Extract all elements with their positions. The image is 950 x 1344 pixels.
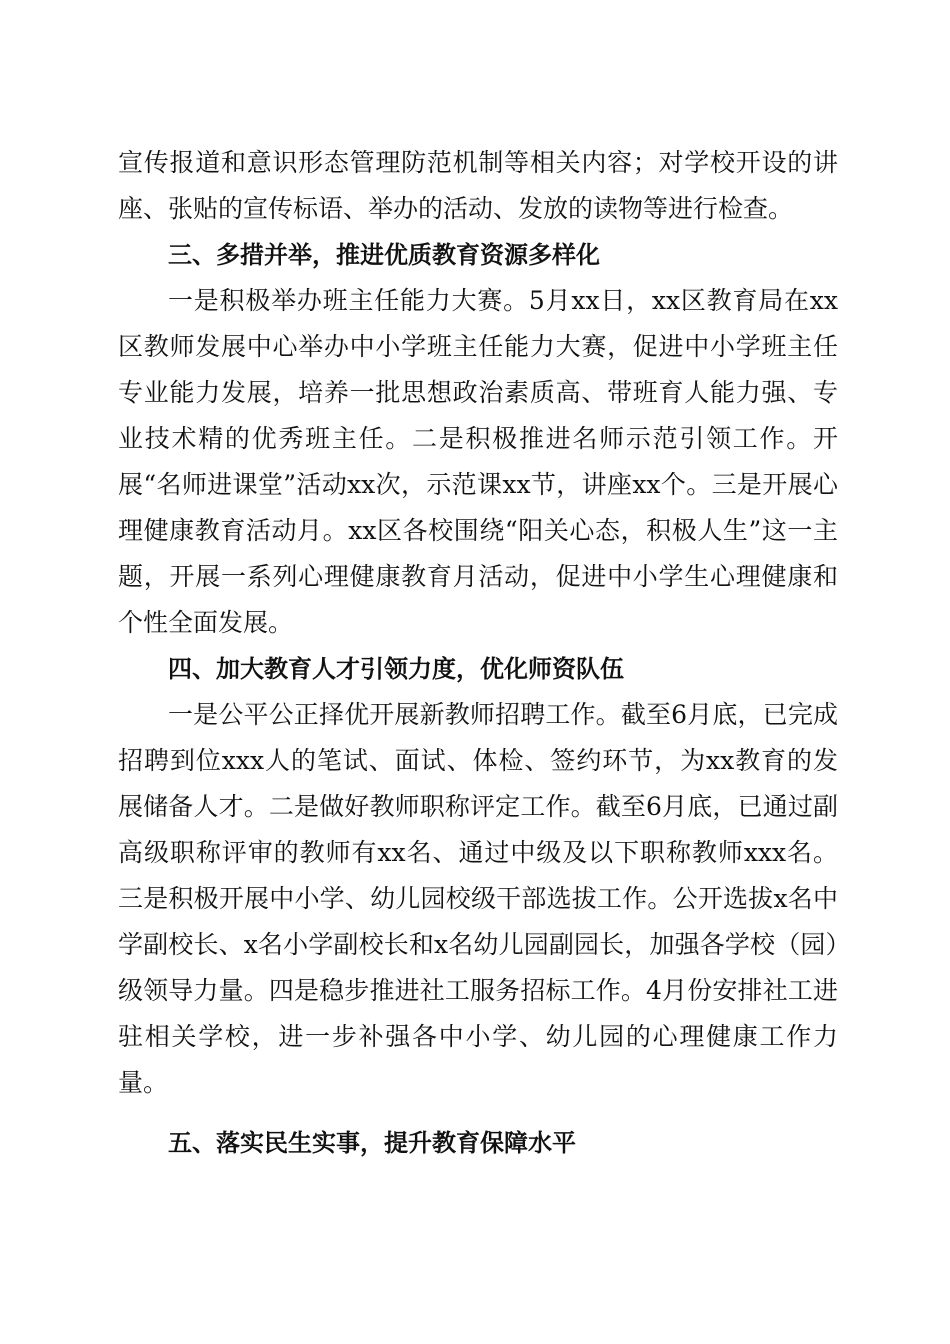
section-3-heading: 三、多措并举，推进优质教育资源多样化	[168, 241, 600, 269]
document-body	[118, 140, 838, 1166]
section-4-body: 一是公平公正择优开展新教师招聘工作。截至6月底，已完成招聘到位xxx人的笔试、面试、体检、签约环节，为xx教育的发展储备人才。二是做好教师职称评定工作。截至6月底，已通过副高级职称评审的教师有xx名、通过中级及以下职称教师xxx名。三是积极开展中小学、幼儿园校级干部选拔工作。公开选拔x名中学副校长、x名小学副校长和x名幼儿园副园长，加强各学校（园）级领导力量。四是稳步推进社工服务招标工作。4月份安排社工进驻相关学校，进一步补强各中小学、幼儿园的心理健康工作力量。	[118, 700, 838, 1097]
section-5-heading: 五、落实民生实事，提升教育保障水平	[168, 1129, 576, 1157]
section-4-heading: 四、加大教育人才引领力度，优化师资队伍	[168, 655, 624, 683]
section-3-body: 一是积极举办班主任能力大赛。5月xx日，xx区教育局在xx区教师发展中心举办中小学班主任能力大赛，促进中小学班主任专业能力发展，培养一批思想政治素质高、带班育人能力强、专业技术精的优秀班主任。二是积极推进名师示范引领工作。开展“名师进课堂”活动xx次，示范课xx节，讲座xx个。三是开展心理健康教育活动月。xx区各校围绕“阳关心态，积极人生”这一主题，开展一系列心理健康教育月活动，促进中小学生心理健康和个性全面发展。	[118, 286, 838, 637]
continuation-paragraph: 宣传报道和意识形态管理防范机制等相关内容；对学校开设的讲座、张贴的宣传标语、举办的活动、发放的读物等进行检查。	[118, 148, 838, 223]
